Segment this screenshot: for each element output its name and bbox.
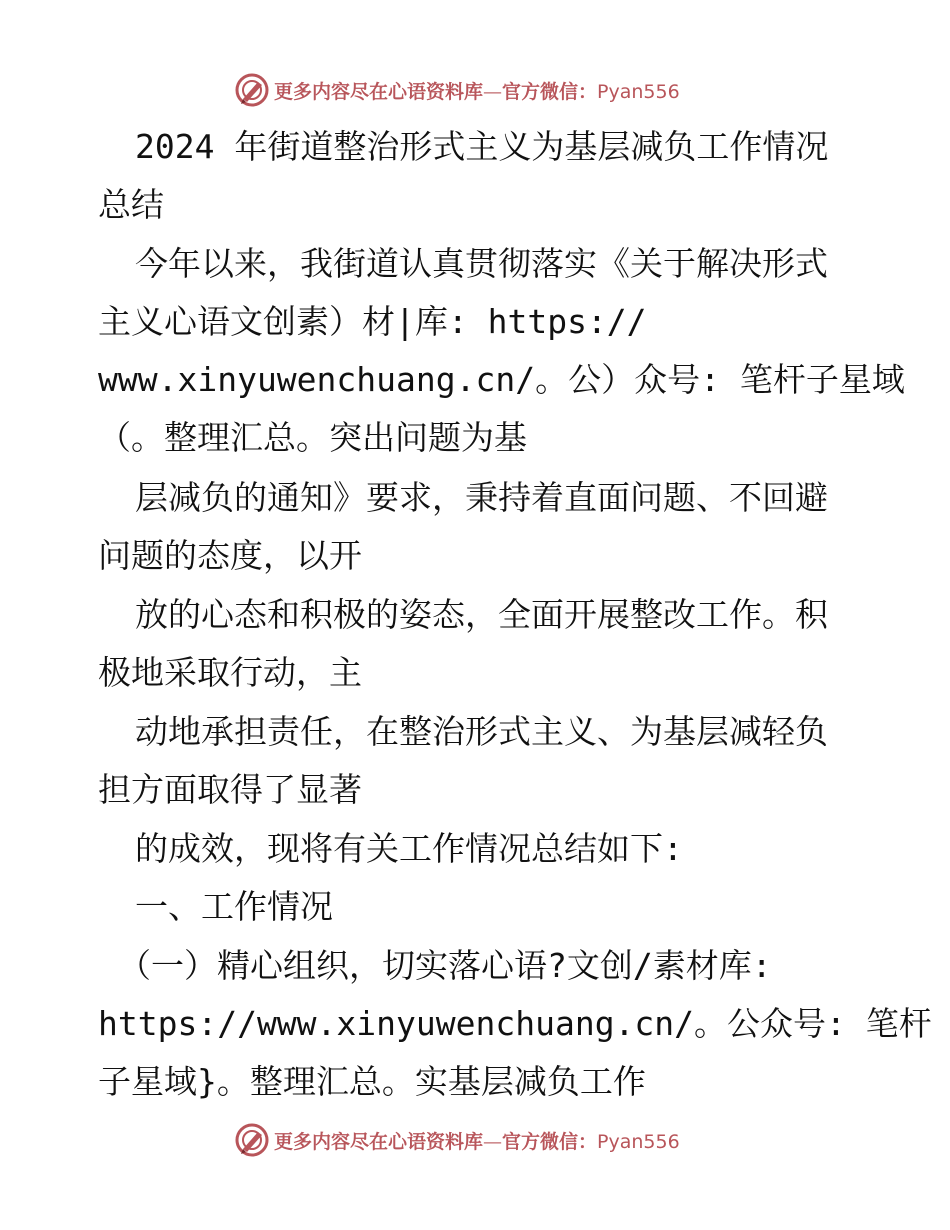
watermark-site-text: 更多内容尽在心语资料库 [274,1131,484,1153]
document-title-line: 2024 年街道整治形式主义为基层减负工作情况 [135,127,829,166]
watermark-wechat-id: Pyan556 [597,81,680,103]
paragraph-line: 主义心语文创素）材|库: https:// [98,302,647,341]
watermark-official-label: 官方微信： [502,1131,598,1153]
subsection-heading: （一）精心组织，切实落心语?文创/素材库: [118,946,772,985]
watermark-wechat-id: Pyan556 [597,1131,680,1153]
paragraph-line: 子星域}。整理汇总。实基层减负工作 [98,1062,646,1101]
watermark-text [274,1127,680,1154]
paragraph-line: 放的心态和积极的姿态，全面开展整改工作。积 [135,595,828,634]
document-title-line: 总结 [98,185,164,224]
watermark-site-text: 更多内容尽在心语资料库 [274,81,484,103]
watermark-separator: — [483,81,503,103]
paragraph-line: 的成效，现将有关工作情况总结如下: [135,829,683,868]
pen-logo-icon [234,1122,270,1158]
paragraph-line: 层减负的通知》要求，秉持着直面问题、不回避 [135,478,828,517]
paragraph-line: 动地承担责任，在整治形式主义、为基层减轻负 [135,712,828,751]
watermark-official-label: 官方微信： [502,81,598,103]
watermark-footer [0,1120,950,1160]
paragraph-line: 今年以来，我街道认真贯彻落实《关于解决形式 [135,244,828,283]
paragraph-line: 担方面取得了显著 [98,770,362,809]
paragraph-line: 问题的态度，以开 [98,536,362,575]
paragraph-line: （。整理汇总。突出问题为基 [98,418,527,457]
paragraph-line: www.xinyuwenchuang.cn/。公）众号: 笔杆子星域 [98,360,905,399]
paragraph-line: 极地采取行动，主 [98,653,362,692]
watermark-separator: — [483,1131,503,1153]
section-heading: 一、工作情况 [135,887,333,926]
paragraph-line: https://www.xinyuwenchuang.cn/。公众号: 笔杆 [98,1004,932,1043]
